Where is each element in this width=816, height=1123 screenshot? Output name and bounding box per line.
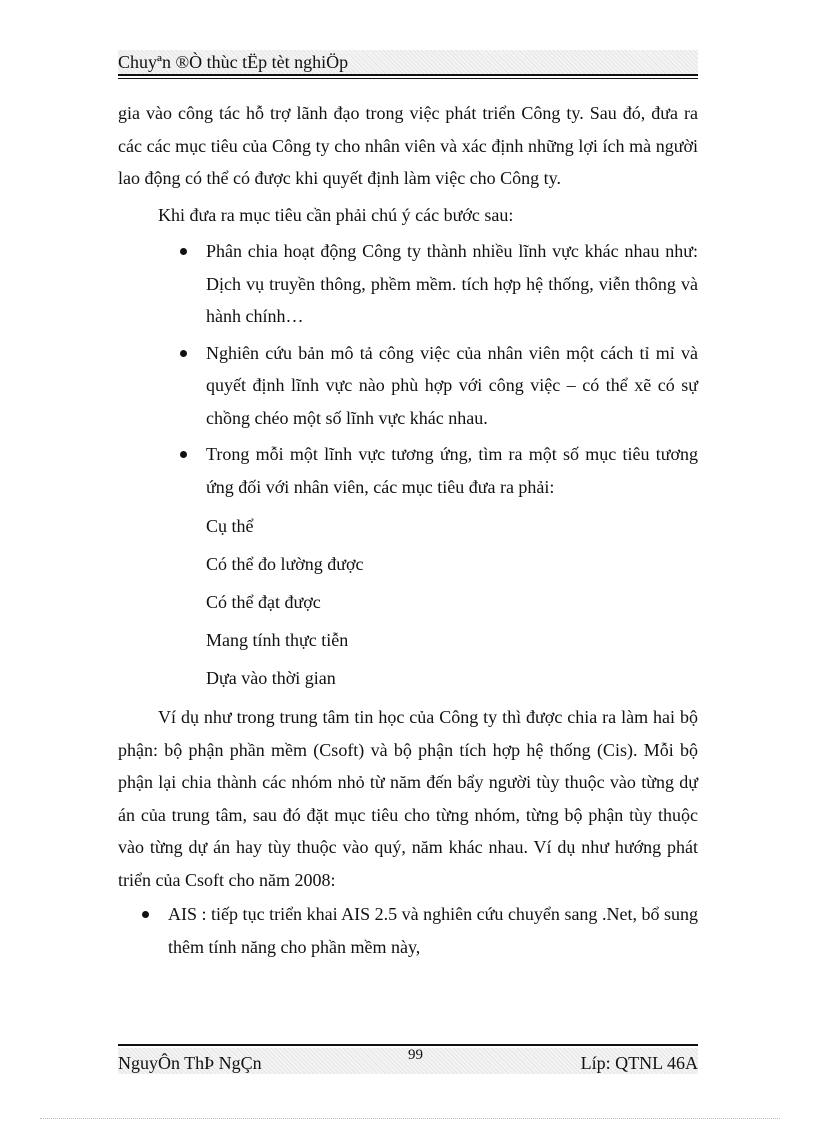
list-item-text: Nghiên cứu bản mô tả công việc của nhân viên một cách tỉ mỉ và quyết định lĩnh vực nào phù hợp với công việc – có thể xẽ có sự chồng chéo một số lĩnh vực khác nhau. xyxy=(206,342,698,428)
bullet-icon xyxy=(180,350,187,357)
steps-intro: Khi đưa ra mục tiêu cần phải chú ý các bước sau: xyxy=(158,204,514,225)
bullet-icon xyxy=(180,451,187,458)
list-item xyxy=(118,235,698,333)
page-header xyxy=(118,50,698,74)
criteria-item: Có thể đo lường được xyxy=(206,554,364,574)
list-item xyxy=(118,898,698,963)
list-item-text: Trong mỗi một lĩnh vực tương ứng, tìm ra một số mục tiêu tương ứng đối với nhân viên, các mục tiêu đưa ra phải: xyxy=(206,444,698,497)
list-item xyxy=(118,438,698,503)
example-paragraph: Ví dụ như trong trung tâm tin học của Công ty thì được chia ra làm hai bộ phận: bộ phận phần mềm (Csoft) và bộ phận tích hợp hệ thống (Cis). Mỗi bộ phận lại chia thành các nhóm nhỏ từ năm đến bẩy người tùy thuộc vào từng dự án của trung tâm, sau đó đặt mục tiêu cho từng nhóm, từng bộ phận tùy thuộc vào từng dự án hay tùy thuộc vào quý, năm khác nhau. Ví dụ như hướng phát triển của Csoft cho năm 2008: xyxy=(118,707,698,890)
criteria-item: Cụ thể xyxy=(206,516,254,536)
footer-author: NguyÔn ThÞ NgÇn xyxy=(118,1053,262,1073)
header-rule-thin xyxy=(118,78,698,79)
page-body xyxy=(118,97,698,963)
bullet-icon xyxy=(180,248,187,255)
criteria-list xyxy=(118,507,698,697)
page-edge-divider xyxy=(40,1118,780,1119)
page-number: 99 xyxy=(408,1047,423,1063)
list-item xyxy=(118,337,698,435)
bullet-icon xyxy=(142,911,149,918)
intro-paragraph: gia vào công tác hỗ trợ lãnh đạo trong việc phát triển Công ty. Sau đó, đưa ra các các mục tiêu của Công ty cho nhân viên và xác định những lợi ích mà người lao động có thể có được khi quyết định làm việc cho Công ty. xyxy=(118,103,698,188)
steps-list xyxy=(118,235,698,503)
criteria-item: Có thể đạt được xyxy=(206,592,321,612)
page-footer xyxy=(118,1048,698,1074)
header-rule xyxy=(118,74,698,76)
footer-class: Líp: QTNL 46A xyxy=(580,1053,698,1073)
criteria-item: Dựa vào thời gian xyxy=(206,668,336,688)
list-item-text: AIS : tiếp tục triển khai AIS 2.5 và nghiên cứu chuyển sang .Net, bổ sung thêm tính năng cho phần mềm này, xyxy=(168,904,698,957)
criteria-item: Mang tính thực tiễn xyxy=(206,630,349,650)
header-title: Chuyªn ®Ò thùc tËp tèt nghiÖp xyxy=(118,52,349,72)
goals-list xyxy=(118,898,698,963)
list-item-text: Phân chia hoạt động Công ty thành nhiều lĩnh vực khác nhau như: Dịch vụ truyền thông, phềm mềm. tích hợp hệ thống, viễn thông và hành chính… xyxy=(206,241,698,326)
